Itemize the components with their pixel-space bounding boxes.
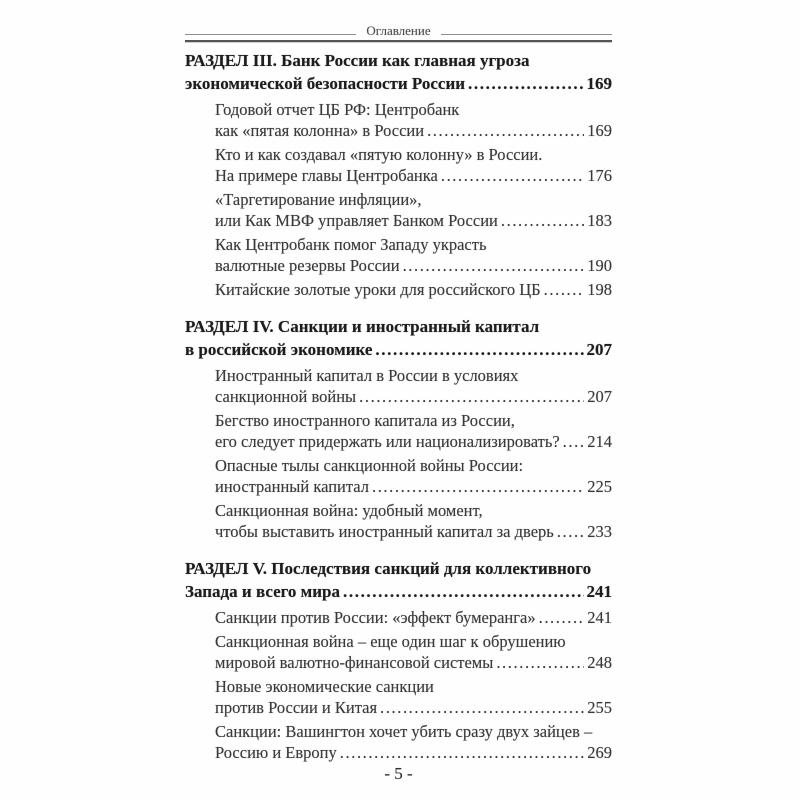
page-number: 248	[587, 653, 612, 672]
toc-line	[215, 631, 612, 652]
toc-line	[215, 500, 612, 521]
toc-entry	[185, 365, 612, 407]
toc-line	[215, 144, 612, 165]
dot-leader	[372, 476, 584, 497]
toc-line	[215, 165, 612, 186]
toc-entry	[185, 144, 612, 186]
toc-line-text: чтобы выставить иностранный капитал за дверь	[215, 522, 554, 541]
dot-leader	[403, 255, 585, 276]
page-number: 169	[587, 121, 612, 140]
toc-line	[185, 49, 612, 72]
toc-line-text: Россию и Европу	[215, 743, 337, 762]
toc-line	[215, 210, 612, 231]
page-number: 225	[587, 477, 612, 496]
page-number: 207	[587, 387, 612, 406]
header-rule-left	[185, 34, 356, 35]
toc-list	[185, 49, 612, 763]
toc-line	[215, 607, 612, 628]
toc-line-text: в российской экономике	[185, 340, 373, 359]
toc-entry	[185, 676, 612, 718]
toc-line-text: «Таргетирование инфляции»,	[215, 190, 422, 209]
dot-leader	[496, 652, 584, 673]
toc-line-text: валютные резервы России	[215, 256, 400, 275]
toc-line-text: против России и Китая	[215, 698, 378, 717]
toc-line	[215, 386, 612, 407]
dot-leader	[340, 742, 584, 763]
toc-line	[185, 315, 612, 338]
dot-leader	[380, 697, 584, 718]
toc-line	[215, 721, 612, 742]
toc-line-text: Санкционная война: удобный момент,	[215, 501, 483, 520]
dot-leader	[427, 120, 584, 141]
toc-line-text: Опасные тылы санкционной войны России:	[215, 456, 524, 475]
toc-entry	[185, 279, 612, 300]
toc-section-heading	[185, 49, 612, 95]
toc-line-text: Годовой отчет ЦБ РФ: Центробанк	[215, 100, 460, 119]
toc-line	[215, 697, 612, 718]
toc-line	[215, 234, 612, 255]
dot-leader	[563, 431, 585, 452]
toc-line-text: Новые экономические санкции	[215, 677, 434, 696]
dot-leader	[375, 338, 583, 361]
page-number: 190	[587, 256, 612, 275]
toc-content	[185, 0, 612, 800]
page-number: 176	[587, 166, 612, 185]
toc-line	[185, 557, 612, 580]
page-header-title: Оглавление	[366, 23, 431, 38]
dot-leader	[441, 165, 584, 186]
toc-line	[215, 476, 612, 497]
toc-line-text: Китайские золотые уроки для российского ЦБ	[215, 280, 541, 299]
page-number: 269	[587, 743, 612, 762]
dot-leader	[501, 210, 584, 231]
toc-line-text: Санкции против России: «эффект бумеранга»	[215, 608, 536, 627]
toc-line-text: РАЗДЕЛ V. Последствия санкций для коллективного	[185, 559, 592, 578]
toc-entry	[185, 631, 612, 673]
page-number: 255	[587, 698, 612, 717]
toc-entry	[185, 455, 612, 497]
toc-line-text: экономической безопасности России	[185, 74, 466, 93]
running-header	[185, 23, 612, 38]
toc-line	[215, 365, 612, 386]
toc-line-text: На примере главы Центробанка	[215, 166, 438, 185]
toc-entry	[185, 607, 612, 628]
dot-leader	[468, 72, 583, 95]
page-number: 207	[586, 340, 612, 359]
toc-line	[215, 742, 612, 763]
page-number: 169	[586, 74, 612, 93]
toc-line-text: или Как МВФ управляет Банком России	[215, 211, 498, 230]
toc-entry	[185, 500, 612, 542]
toc-line-text: его следует придержать или национализировать?	[215, 432, 560, 451]
toc-line-text: Иностранный капитал в России в условиях	[215, 366, 519, 385]
toc-entry	[185, 721, 612, 763]
toc-line	[215, 410, 612, 431]
toc-entry	[185, 189, 612, 231]
dot-leader	[343, 580, 583, 603]
toc-line-text: Санкции: Вашингтон хочет убить сразу двух зайцев –	[215, 722, 593, 741]
toc-line-text: Санкционная война – еще один шаг к обрушению	[215, 632, 566, 651]
dot-leader	[359, 386, 584, 407]
toc-entry	[185, 410, 612, 452]
dot-leader	[557, 521, 584, 542]
toc-line	[215, 521, 612, 542]
header-rule	[185, 40, 612, 42]
toc-line-text: РАЗДЕЛ IV. Санкции и иностранный капитал	[185, 317, 540, 336]
toc-line-text: РАЗДЕЛ III. Банк России как главная угроза	[185, 51, 530, 70]
page-number: 241	[586, 582, 612, 601]
toc-line-text: Кто и как создавал «пятую колонну» в России.	[215, 145, 543, 164]
page-number-footer: - 5 -	[384, 764, 413, 783]
toc-line	[215, 455, 612, 476]
toc-line-text: Запада и всего мира	[185, 582, 341, 601]
toc-line-text: санкционной войны	[215, 387, 357, 406]
toc-line	[215, 431, 612, 452]
toc-line	[185, 580, 612, 603]
toc-line	[215, 99, 612, 120]
header-rule-right	[441, 34, 612, 35]
toc-line	[215, 255, 612, 276]
dot-leader	[544, 279, 585, 300]
toc-section-heading	[185, 315, 612, 361]
toc-line	[185, 338, 612, 361]
toc-line	[215, 279, 612, 300]
toc-line-text: иностранный капитал	[215, 477, 369, 496]
toc-entry	[185, 234, 612, 276]
dot-leader	[539, 607, 585, 628]
page-number: 198	[587, 280, 612, 299]
toc-line	[185, 72, 612, 95]
toc-line-text: мировой валютно-финансовой системы	[215, 653, 494, 672]
page-number: 183	[587, 211, 612, 230]
page-number: 214	[587, 432, 612, 451]
page-number: 233	[587, 522, 612, 541]
toc-line	[215, 120, 612, 141]
toc-line-text: Как Центробанк помог Западу украсть	[215, 235, 487, 254]
toc-entry	[185, 99, 612, 141]
page-number: 241	[587, 608, 612, 627]
toc-line	[215, 652, 612, 673]
toc-line	[215, 189, 612, 210]
toc-line	[215, 676, 612, 697]
toc-line-text: как «пятая колонна» в России	[215, 121, 425, 140]
toc-section-heading	[185, 557, 612, 603]
toc-line-text: Бегство иностранного капитала из России,	[215, 411, 515, 430]
